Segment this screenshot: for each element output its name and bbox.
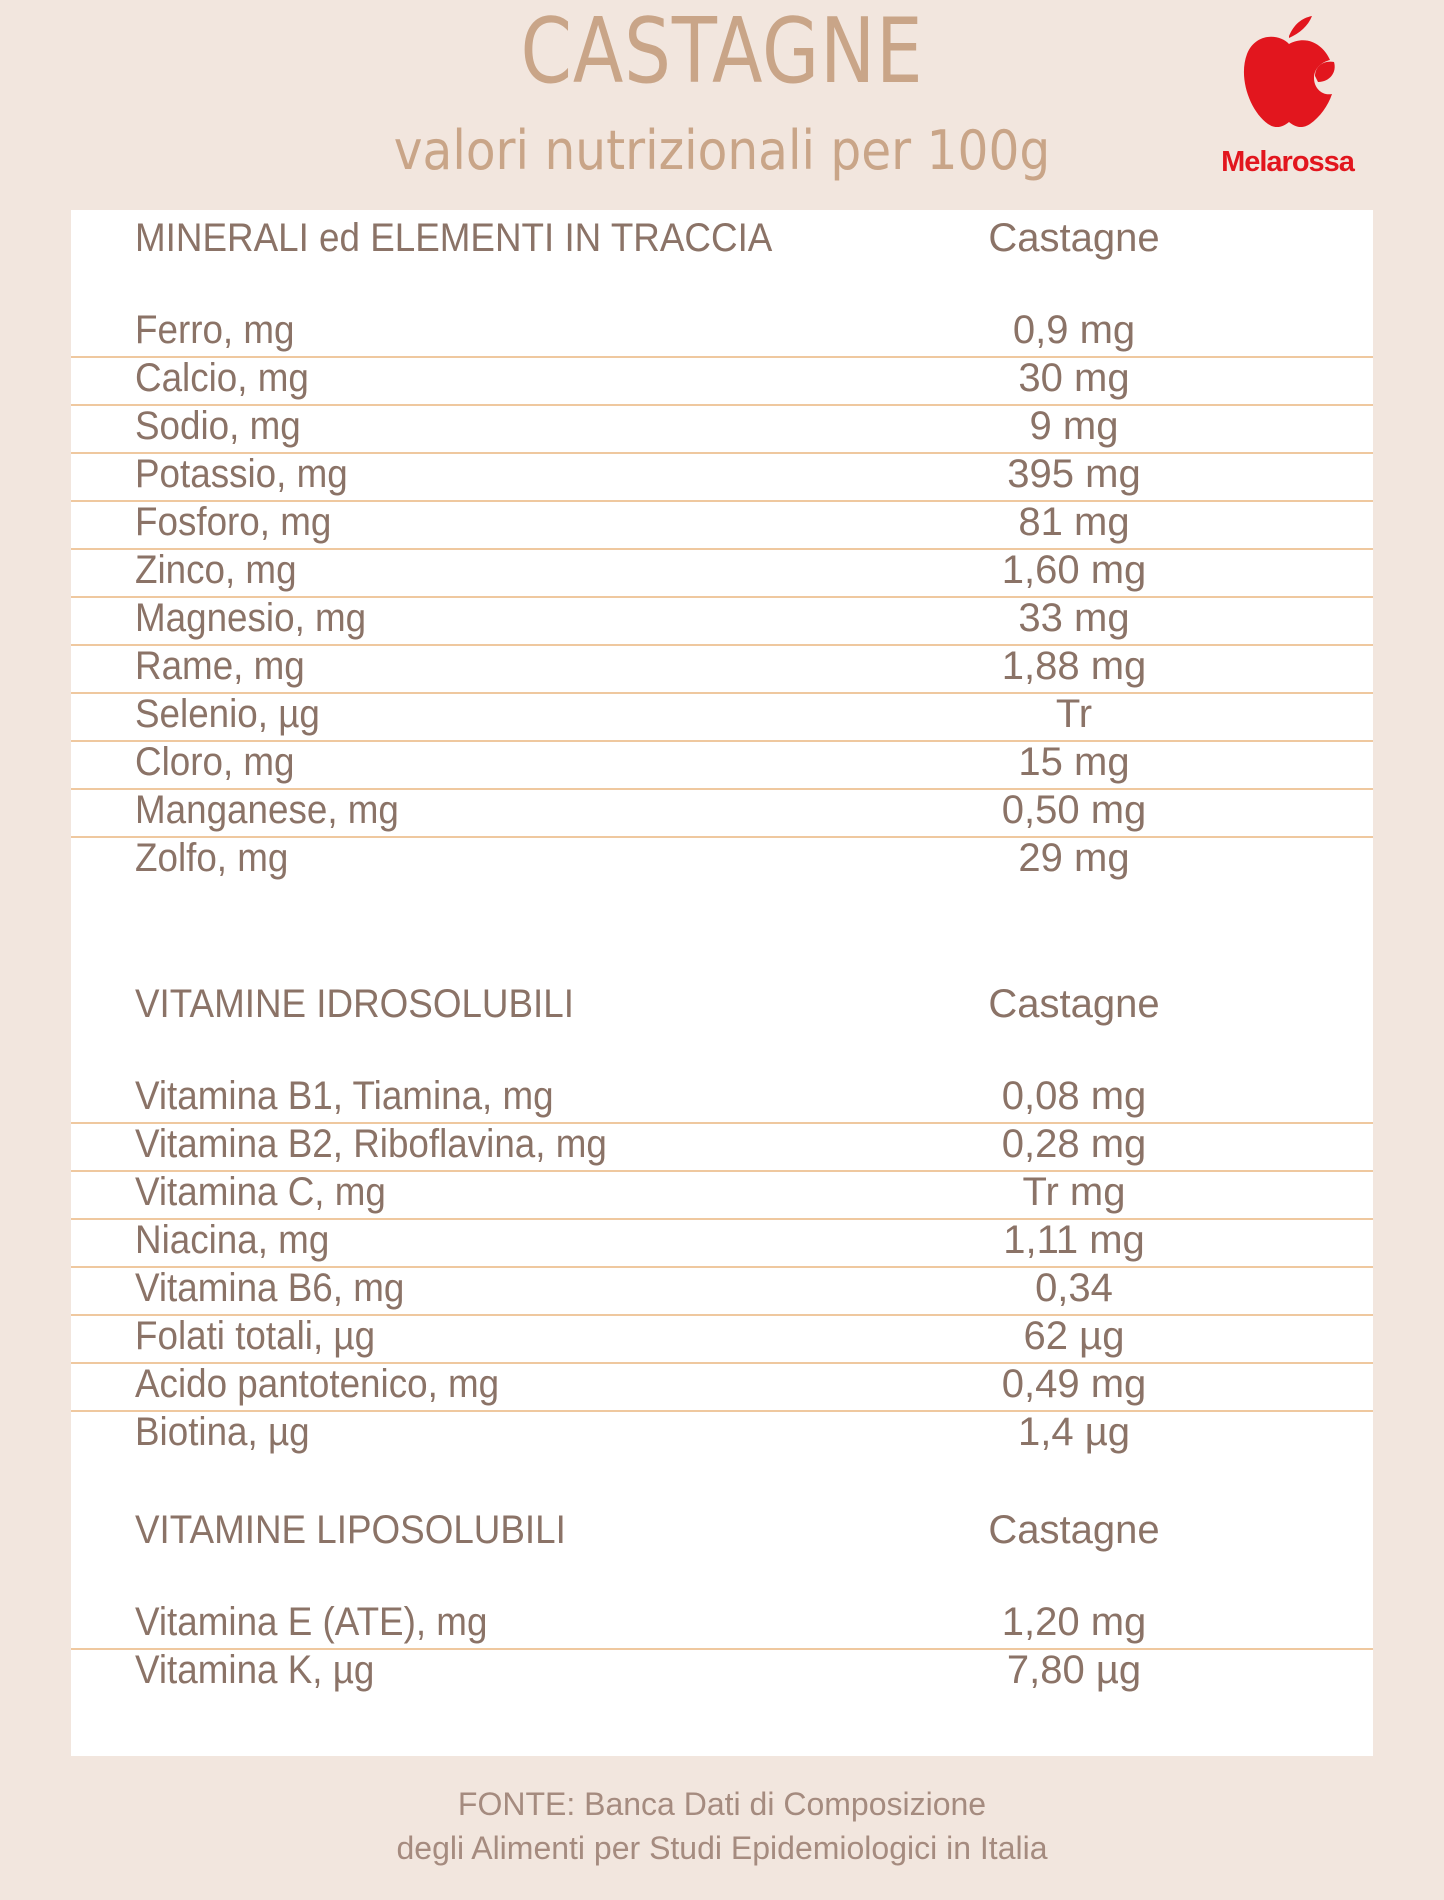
brand-name: Melarossa — [1221, 146, 1354, 178]
source-footer — [0, 1782, 1444, 1870]
row-label: Rame, mg — [135, 644, 305, 688]
table-row — [71, 308, 1373, 358]
melarossa-logo[interactable] — [1210, 16, 1365, 186]
section-header-idrosolubili — [71, 979, 1373, 1029]
row-label: Vitamina K, µg — [135, 1648, 375, 1692]
table-row — [71, 404, 1373, 454]
table-row — [71, 1170, 1373, 1220]
row-label: Zinco, mg — [135, 548, 297, 592]
row-value: 0,34 — [1035, 1266, 1113, 1310]
row-value: 1,11 mg — [1003, 1218, 1145, 1262]
row-value: 29 mg — [1018, 836, 1130, 880]
footer-line-1: FONTE: Banca Dati di Composizione — [457, 1786, 987, 1822]
row-label: Biotina, µg — [135, 1410, 310, 1454]
row-value: 7,80 µg — [1006, 1648, 1142, 1692]
table-row — [71, 1266, 1373, 1316]
section-header-liposolubili — [71, 1505, 1373, 1555]
row-label: Fosforo, mg — [135, 500, 332, 544]
row-value: Tr — [1055, 692, 1093, 736]
nutrition-table — [71, 210, 1373, 1756]
row-value: 0,50 mg — [1001, 788, 1147, 832]
table-row — [71, 788, 1373, 838]
row-label: Vitamina B2, Riboflavina, mg — [135, 1122, 607, 1166]
page-subtitle: valori nutrizionali per 100g — [393, 119, 1051, 182]
table-row — [71, 1648, 1373, 1696]
table-row — [71, 356, 1373, 406]
row-value: 9 mg — [1029, 404, 1119, 448]
table-row — [71, 500, 1373, 550]
section-title: MINERALI ed ELEMENTI IN TRACCIA — [135, 216, 773, 260]
table-row — [71, 1600, 1373, 1650]
table-row — [71, 1362, 1373, 1412]
table-row — [71, 740, 1373, 790]
section-title: VITAMINE IDROSOLUBILI — [135, 982, 574, 1026]
table-row — [71, 548, 1373, 598]
row-value: 81 mg — [1018, 500, 1130, 544]
table-row — [71, 452, 1373, 502]
row-label: Vitamina C, mg — [135, 1170, 386, 1214]
row-label: Calcio, mg — [135, 356, 309, 400]
row-label: Cloro, mg — [135, 740, 295, 784]
row-label: Magnesio, mg — [135, 596, 367, 640]
table-row — [71, 1314, 1373, 1364]
column-header: Castagne — [988, 1508, 1160, 1552]
table-row — [71, 692, 1373, 742]
section-title: VITAMINE LIPOSOLUBILI — [135, 1508, 566, 1552]
row-value: 33 mg — [1018, 596, 1130, 640]
table-row — [71, 1410, 1373, 1458]
row-label: Vitamina E (ATE), mg — [135, 1600, 488, 1644]
row-label: Manganese, mg — [135, 788, 399, 832]
column-header: Castagne — [988, 216, 1160, 260]
row-label: Selenio, µg — [135, 692, 320, 736]
row-value: 0,08 mg — [1001, 1074, 1147, 1118]
table-row — [71, 1122, 1373, 1172]
column-header: Castagne — [988, 982, 1160, 1026]
row-label: Potassio, mg — [135, 452, 348, 496]
page-title: CASTAGNE — [520, 0, 924, 104]
apple-icon — [1242, 16, 1337, 141]
row-value: 30 mg — [1018, 356, 1130, 400]
row-value: 0,49 mg — [1001, 1362, 1147, 1406]
row-label: Acido pantotenico, mg — [135, 1362, 500, 1406]
row-value: 1,60 mg — [1001, 548, 1147, 592]
row-label: Sodio, mg — [135, 404, 301, 448]
row-value: 1,20 mg — [1001, 1600, 1147, 1644]
row-value: Tr mg — [1022, 1170, 1126, 1214]
row-label: Zolfo, mg — [135, 836, 289, 880]
row-value: 15 mg — [1018, 740, 1130, 784]
row-value: 1,4 µg — [1017, 1410, 1130, 1454]
row-value: 62 µg — [1023, 1314, 1125, 1358]
row-value: 1,88 mg — [1001, 644, 1147, 688]
row-label: Vitamina B1, Tiamina, mg — [135, 1074, 554, 1118]
row-value: 0,9 mg — [1012, 308, 1136, 352]
row-label: Ferro, mg — [135, 308, 295, 352]
table-row — [71, 1074, 1373, 1124]
table-row — [71, 596, 1373, 646]
section-header-minerali — [71, 213, 1373, 263]
row-label: Folati totali, µg — [135, 1314, 376, 1358]
row-label: Vitamina B6, mg — [135, 1266, 405, 1310]
footer-line-2: degli Alimenti per Studi Epidemiologici in Italia — [396, 1830, 1048, 1866]
table-row — [71, 836, 1373, 884]
table-row — [71, 644, 1373, 694]
row-value: 0,28 mg — [1001, 1122, 1147, 1166]
table-row — [71, 1218, 1373, 1268]
row-label: Niacina, mg — [135, 1218, 330, 1262]
row-value: 395 mg — [1007, 452, 1141, 496]
